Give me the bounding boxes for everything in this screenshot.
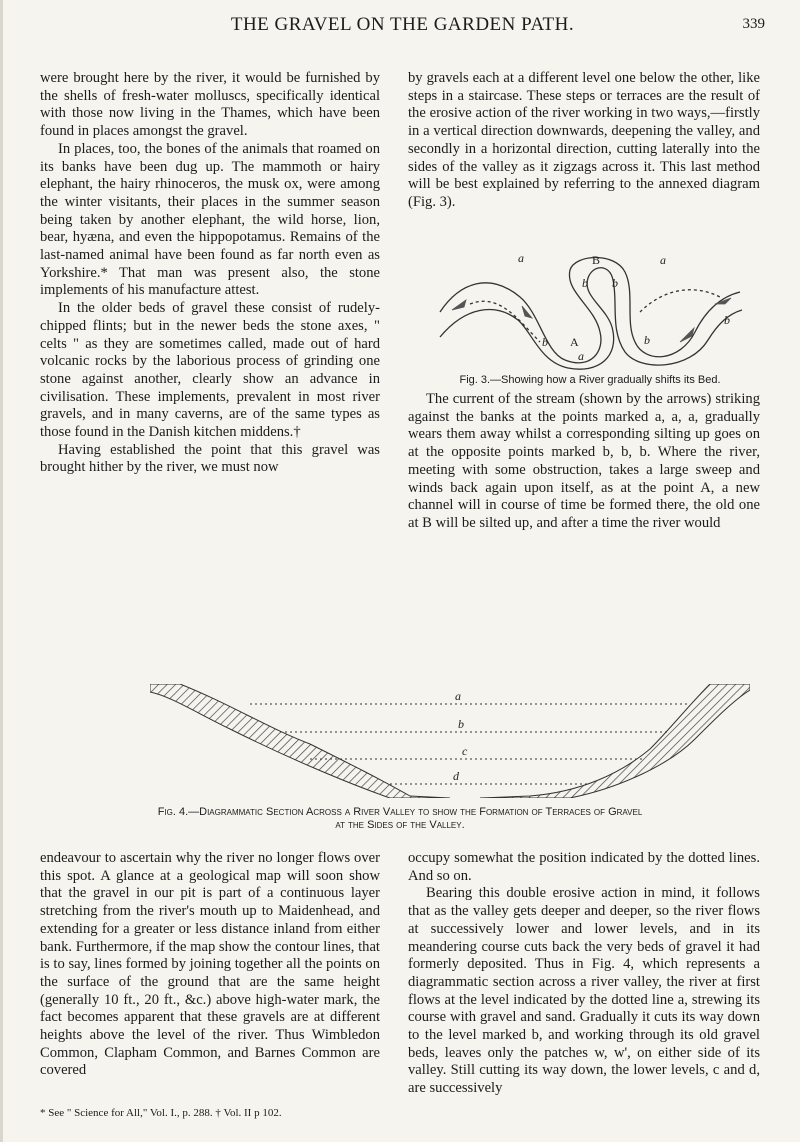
paragraph: In places, too, the bones of the animals that roamed on its banks have been dug up. The mammoth or hairy elephant, the hairy rhinoceros, the musk ox, were among the winter visitants, their places in the summer season being taken by another elephant, the wild horse, lion, bear, hyæna, and even the hippopotamus. Remains of the last-named animal have been found as far north even as Yorkshire.* That man was present also, the stone implements of his manufacture attest. [40,140,380,299]
paragraph: endeavour to ascertain why the river no longer flows over this spot. A glance at a geological map will soon show that the gravel in our pit is part of a continuous layer stretching from the river's mouth up to Maidenhead, and extending for a greater or less distance inland from either bank. Furthermore, if the map show the contour lines, that is to say, lines formed by joining together all the points on the surface of the ground that are the same height (generally 10 ft., 20 ft., &c.) above high-water mark, the fact becomes apparent that these gravels are at different heights above the level of the river. Thus Wimbledon Common, Clapham Common, and Barnes Common are covered [40,850,380,1079]
figure-3-caption: Fig. 3.—Showing how a River gradually shifts its Bed. [459,374,721,386]
left-column-top [40,70,380,477]
page-number: 339 [742,16,765,32]
figure-3-river-meander-diagram [430,252,745,372]
running-title: THE GRAVEL ON THE GARDEN PATH. [230,14,575,35]
figure-4-caption-line-2: at the Sides of the Valley. [335,819,465,831]
right-column-middle [408,391,760,533]
label-b-far-right: b [724,313,730,327]
level-label-a: a [455,689,461,703]
paragraph: Having established the point that this gravel was brought hither by the river, we must now [40,441,380,476]
figure-4-valley-section-diagram [150,684,750,798]
valley-wall-right [480,684,750,798]
current-arrow [680,328,694,342]
right-column-top [408,70,760,212]
paragraph: by gravels each at a different level one below the other, like steps in a staircase. These steps or terraces are the result of the erosive action of the river working in two ways,—firstly in a vertical direction downwards, deepening the valley, and secondly in a horizontal direction, cutting laterally into the sides of the valley as it zigzags across it. This last method will be best explained by referring to the annexed diagram (Fig. 3). [408,70,760,210]
label-A: A [570,335,579,349]
page-edge-shadow [0,0,3,1142]
paragraph: occupy somewhat the position indicated by the dotted lines. And so on. [408,850,760,884]
figure-4-caption-line-1: Fig. 4.—Diagrammatic Section Across a River Valley to show the Formation of Terraces of Gravel [157,806,643,818]
footnote: * See " Science for All," Vol. I., p. 288. † Vol. II p 102. [40,1107,282,1119]
label-b-right: b [644,333,650,347]
left-column-bottom [40,850,380,1080]
label-b-top: b [582,276,588,290]
label-a-bottom: a [578,349,584,363]
label-B: B [592,253,601,267]
paragraph: In the older beds of gravel these consist of rudely-chipped flints; but in the newer beds the stone axes, " celts " as they are sometimes called, made out of hard volcanic rocks by the laborious process of grinding one stone against another, clearly show an advance in civilisation. These implements, prevalent in most river gravels, and in many caverns, are of the same types as those found in the Danish kitchen middens.† [40,300,380,441]
level-label-c: c [462,744,468,758]
label-b-mid: b [542,335,548,349]
label-a-right: a [660,253,666,267]
label-a-left: a [518,252,524,265]
level-label-d: d [453,769,459,783]
level-label-b: b [458,717,464,731]
current-arrow [452,300,466,310]
paragraph: were brought here by the river, it would be furnished by the shells of fresh-water molluscs, specifically identical with those now living in the Thames, which have been found in places amongst the gravel. [40,70,380,140]
paragraph: Bearing this double erosive action in mind, it follows that as the valley gets deeper and deeper, so the river flows at successively lower and lower levels, and in its meandering course cuts back the very beds of gravel it had formerly deposited. Thus in Fig. 4, which represents a diagrammatic section across a river valley, the river at first flows at the level indicated by the dotted line a, strewing its course with gravel and sand. Gradually it cuts its way down to the level marked b, and working through its old gravel beds, leaves only the patches w, w', on either side of its valley. Still cutting its way down, the lower levels, c and d, are successively [408,885,760,1097]
figure-4-caption [40,806,760,832]
valley-wall-left [150,684,450,798]
current-arrow [522,306,532,318]
label-b-top-right: b [612,276,618,290]
paragraph: The current of the stream (shown by the arrows) striking against the banks at the points marked a, a, a, gradually wears them away whilst a corresponding silting up goes on at the opposite points marked b, b, b. Where the river, meeting with some obstruction, takes a large sweep and winds back again upon itself, as at the point A, a new channel will in course of time be formed there, the old one at B will be silted up, and after a time the river would [408,391,760,531]
right-column-bottom [408,850,760,1098]
silting-curve [470,290,720,342]
page-header [40,14,765,54]
